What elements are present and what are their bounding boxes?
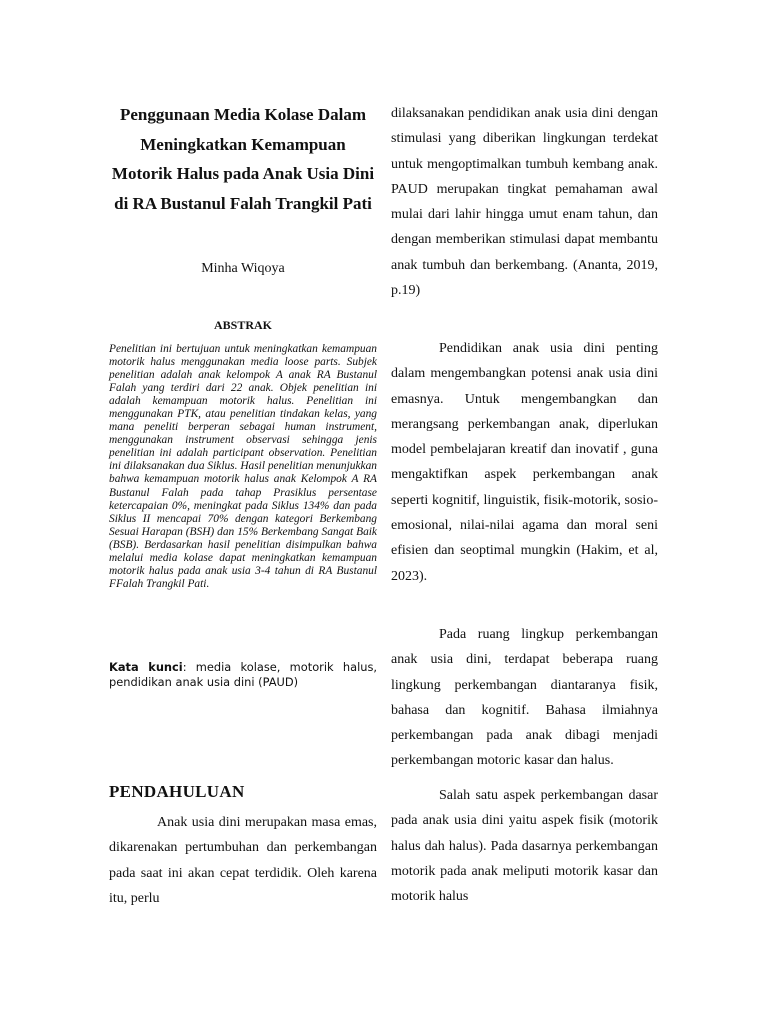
right-column-block-3 <box>391 622 658 774</box>
intro-paragraph-1: Anak usia dini merupakan masa emas, dikarenakan pertumbuhan dan perkembangan pada saat ini akan cepat terdidik. Oleh karena itu, perlu <box>109 815 377 906</box>
abstract-heading: ABSTRAK <box>213 318 272 332</box>
intro-paragraph-4: Pada ruang lingkup perkembangan anak usia dini, terdapat beberapa ruang lingkung perkembangan diantaranya fisik, bahasa dan kognitif. Bahasa ilmiahnya perkembangan pada anak dibagi menjadi perkembangan motoric kasar dan halus. <box>391 627 658 769</box>
article-title: Penggunaan Media Kolase Dalam Meningkatkan Kemampuan Motorik Halus pada Anak Usia Dini di RA Bustanul Falah Trangkil Pati <box>111 105 375 213</box>
section-heading-pendahuluan: PENDAHULUAN <box>109 782 245 801</box>
intro-paragraph-2: dilaksanakan pendidikan anak usia dini dengan stimulasi yang diberikan lingkungan terdekat untuk mengoptimalkan tumbuh kembang anak. PAUD merupakan tingkat pemahaman awal mulai dari lahir hingga umut enam tahun, dan dengan memberikan stimulasi dapat membantu anak tumbuh dan berkembang. (Ananta, 2019, p.19) <box>391 106 658 299</box>
abstract-text: Penelitian ini bertujuan untuk meningkatkan kemampuan motorik halus menggunakan media loose parts. Subjek penelitian adalah anak kelompok A anak RA Bustanul Falah yang terdiri dari 22 anak. Objek penelitian ini adalah kemampuan motorik halus. Penelitian ini menggunakan PTK, atau penelitian tindakan kelas, yang mana peneliti berperan sebagai human instrument, menggunakan instrument observasi sehingga jenis penelitian ini adalah participant observation. Penelitian ini dilaksanakan dua Siklus. Hasil penelitian menunjukkan bahwa kemampuan motorik halus anak Kelompok A RA Bustanul Falah pada tahap Prasiklus persentase ketercapaian 0%, meningkat pada Siklus 134% dan pada Siklus II mencapai 70% dengan kategori Berkembang Sesuai Harapan (BSH) dan 15% Berkembang Sangat Baik (BSB). Berdasarkan hasil penelitian disimpulkan bahwa melalui media kolase dapat meningkatkan kemampuan motorik halus pada anak usia 3-4 tahun di RA Bustanul FFalah Trangkil Pati. <box>109 343 377 590</box>
right-column-block-2 <box>391 336 658 589</box>
author-name: Minha Wiqoya <box>201 261 285 276</box>
intro-paragraph-5: Salah satu aspek perkembangan dasar pada anak usia dini yaitu aspek fisik (motorik halus dah halus). Pada dasarnya perkembangan motorik pada anak meliputi motorik kasar dan motorik halus <box>391 788 658 905</box>
keywords-list: : media kolase, motorik halus, pendidikan anak usia dini (PAUD) <box>109 660 378 689</box>
intro-paragraph-3: Pendidikan anak usia dini penting dalam mengembangkan potensi anak usia dini emasnya. Untuk mengembangkan dan merangsang perkembangan anak, diperlukan model pembelajaran kreatif dan inovatif , guna mengaktifkan aspek perkembangan anak seperti kognitif, linguistik, fisik-motorik, sosio-emosional, nilai-nilai agama dan moral seni efisien dan seoptimal mungkin (Hakim, et al, 2023). <box>391 341 658 584</box>
right-column-block-4 <box>391 783 658 909</box>
right-column-block-1 <box>391 101 658 303</box>
intro-left-column <box>109 810 377 911</box>
keywords <box>109 660 377 690</box>
keywords-label: Kata kunci <box>109 660 183 674</box>
